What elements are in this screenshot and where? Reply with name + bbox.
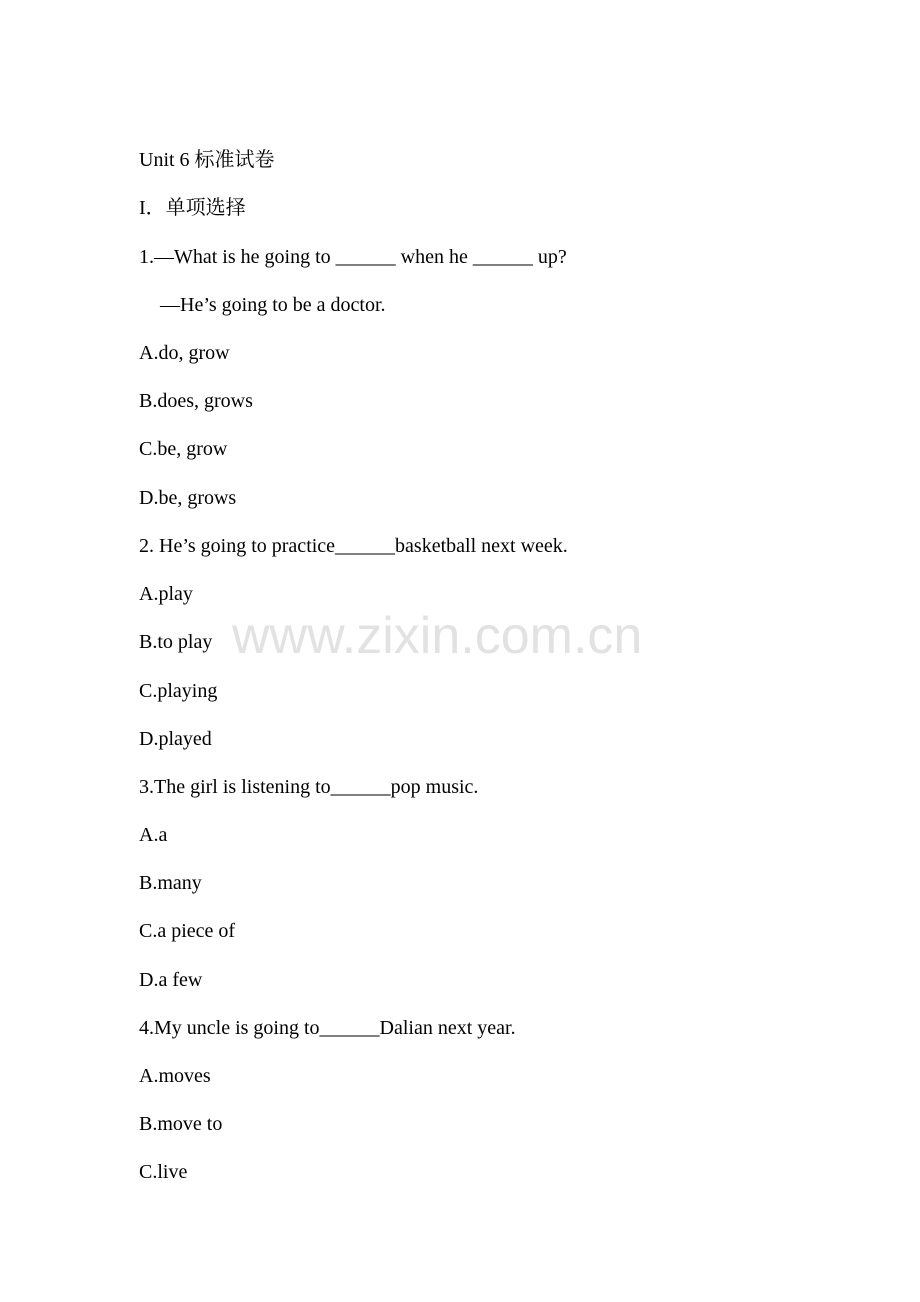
question-3-option-c: C.a piece of [139,920,236,942]
question-4-option-c: C.live [139,1161,188,1183]
question-4-option-b: B.move to [139,1113,223,1135]
watermark: www.zixin.com.cn [232,607,643,665]
question-1-stem-continued: —He’s going to be a doctor. [160,294,386,316]
question-1-option-d: D.be, grows [139,487,237,509]
question-2-option-b: B.to play [139,631,213,653]
question-2-stem: 2. He’s going to practice______basketball next week. [139,535,568,557]
section-heading: I．单项选择 [139,197,246,219]
question-1-option-b: B.does, grows [139,390,253,412]
question-2-option-d: D.played [139,728,212,750]
question-3-option-b: B.many [139,872,202,894]
question-2-option-a: A.play [139,583,193,605]
question-2-option-c: C.playing [139,680,218,702]
question-3-option-a: A.a [139,824,168,846]
question-3-option-d: D.a few [139,969,203,991]
question-4-stem: 4.My uncle is going to______Dalian next year. [139,1017,516,1039]
question-1-stem: 1.—What is he going to ______ when he ______ up? [139,246,567,268]
question-3-stem: 3.The girl is listening to______pop music. [139,776,479,798]
question-4-option-a: A.moves [139,1065,211,1087]
document-title: Unit 6 标准试卷 [139,149,275,171]
question-1-option-c: C.be, grow [139,438,228,460]
question-1-option-a: A.do, grow [139,342,230,364]
